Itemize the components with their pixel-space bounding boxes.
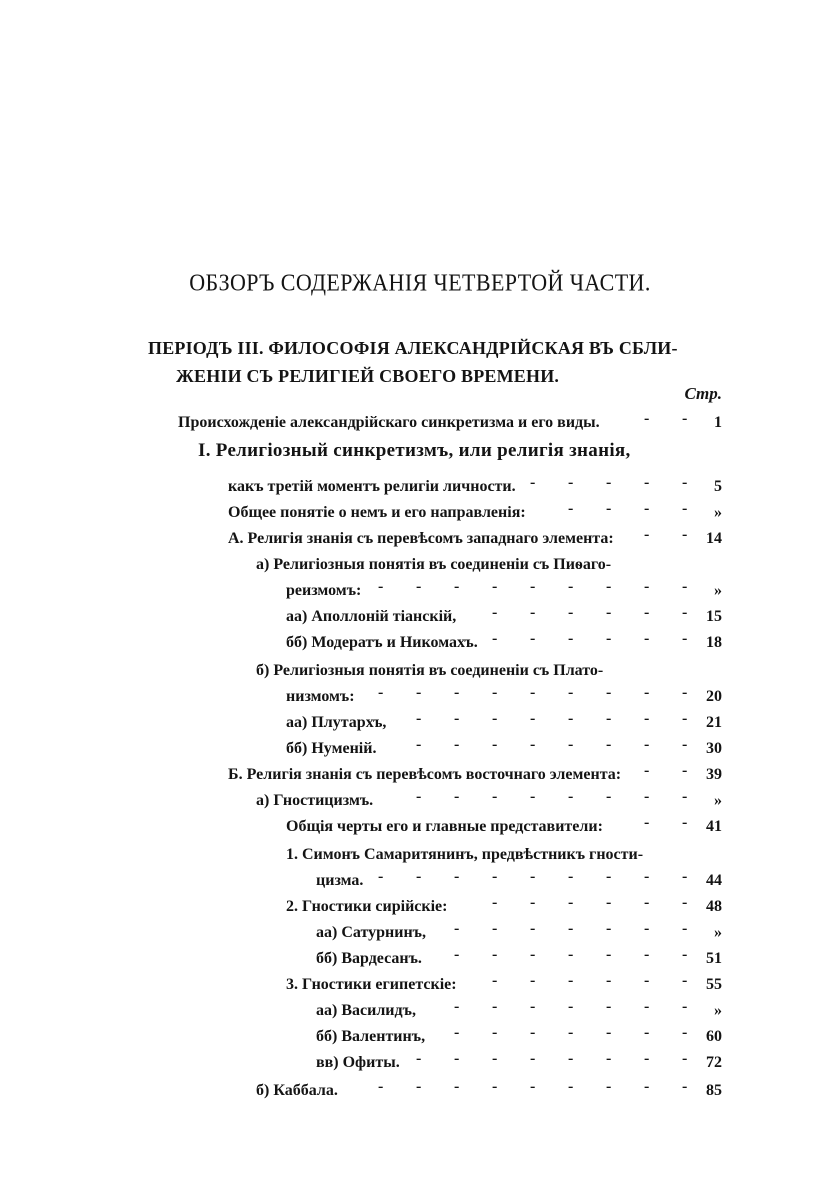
toc-entry-page: 21: [706, 714, 722, 731]
leader-dash: -: [492, 1050, 498, 1067]
toc-entry-page: 15: [706, 608, 722, 625]
leader-dash: -: [682, 1078, 688, 1095]
leader-dash: -: [606, 788, 612, 805]
leader-dash: -: [568, 1024, 574, 1041]
leader-dash: -: [568, 604, 574, 621]
leader-dash: -: [606, 604, 612, 621]
toc-entry-page: »: [714, 792, 722, 809]
leader-dash: -: [568, 1050, 574, 1067]
toc-entry-title: аа) Сатурнинъ,: [316, 924, 426, 941]
leader-dash: -: [606, 998, 612, 1015]
leader-dash: -: [682, 920, 688, 937]
leader-dash: -: [682, 972, 688, 989]
leader-dash: -: [530, 1078, 536, 1095]
toc-entry-page: 72: [706, 1054, 722, 1071]
toc-entry-title: реизмомъ:: [286, 582, 362, 599]
leader-dash: -: [606, 1050, 612, 1067]
leader-dash: -: [644, 526, 650, 543]
toc-entry-title: 2. Гностики сирійскіе:: [286, 898, 448, 915]
leader-dash: -: [682, 710, 688, 727]
leader-dash: -: [644, 946, 650, 963]
toc-entry-title: 1. Симонъ Самаритянинъ, предвѣстникъ гности-: [286, 846, 644, 863]
toc-entry: [286, 972, 722, 998]
leader-dash: -: [454, 1024, 460, 1041]
leader-dash: -: [606, 1078, 612, 1095]
leader-dash: -: [568, 710, 574, 727]
leader-dash: -: [644, 500, 650, 517]
leader-dash: -: [682, 788, 688, 805]
leader-dash: -: [454, 788, 460, 805]
leader-dash: -: [454, 684, 460, 701]
leader-dash: -: [530, 972, 536, 989]
leader-dash: -: [530, 684, 536, 701]
contents-heading: ОБЗОРЪ СОДЕРЖАНІЯ ЧЕТВЕРТОЙ ЧАСТИ.: [189, 268, 651, 296]
leader-dash: -: [492, 1024, 498, 1041]
toc-entry: [286, 842, 722, 868]
toc-entry: [286, 894, 722, 920]
toc-entry-page: »: [714, 582, 722, 599]
leader-dash: -: [644, 410, 650, 427]
leader-dash: -: [682, 736, 688, 753]
leader-dash: -: [606, 710, 612, 727]
toc-entry: [316, 998, 722, 1024]
leader-dash: -: [492, 710, 498, 727]
leader-dash: -: [530, 474, 536, 491]
leader-dash: -: [606, 946, 612, 963]
leader-dash: -: [606, 868, 612, 885]
leader-dash: -: [492, 578, 498, 595]
leader-dash: -: [644, 474, 650, 491]
leader-dash: -: [378, 578, 384, 595]
leader-dash: -: [454, 868, 460, 885]
leader-dash: -: [568, 630, 574, 647]
leader-dash: -: [606, 894, 612, 911]
leader-dash: -: [682, 762, 688, 779]
toc-entry-title: бб) Вардесанъ.: [316, 950, 422, 967]
leader-dash: -: [568, 998, 574, 1015]
leader-dash: -: [606, 500, 612, 517]
toc-entry-title: 3. Гностики египетскіе:: [286, 976, 457, 993]
leader-dash: -: [454, 578, 460, 595]
leader-dash: -: [606, 684, 612, 701]
leader-dash: -: [644, 1078, 650, 1095]
toc-entry-title: Общія черты его и главные представители:: [286, 818, 603, 835]
leader-dash: -: [682, 410, 688, 427]
leader-dash: -: [530, 630, 536, 647]
leader-dash: -: [454, 920, 460, 937]
leader-dash: -: [416, 578, 422, 595]
leader-dash: -: [492, 736, 498, 753]
leader-dash: -: [568, 788, 574, 805]
toc-entry-title: бб) Нуменій.: [286, 740, 377, 757]
leader-dash: -: [416, 684, 422, 701]
toc-entry-page: 14: [706, 530, 722, 547]
toc-entry: [316, 1024, 722, 1050]
leader-dash: -: [644, 1050, 650, 1067]
leader-dash: -: [644, 920, 650, 937]
period-title-line-1: ПЕРІОДЪ III. ФИЛОСОФІЯ АЛЕКСАНДРІЙСКАЯ ВЪ СБЛИ-: [148, 338, 678, 358]
toc-entry-title: Общее понятіе о немъ и его направленія:: [228, 504, 526, 521]
leader-dash: -: [454, 1078, 460, 1095]
leader-dash: -: [454, 710, 460, 727]
toc-entry-title: Происхожденіе александрійскаго синкретизма и его виды.: [178, 414, 600, 431]
leader-dash: -: [530, 894, 536, 911]
leader-dash: -: [682, 1024, 688, 1041]
leader-dash: -: [644, 604, 650, 621]
leader-dash: -: [492, 946, 498, 963]
leader-dash: -: [416, 710, 422, 727]
leader-dash: -: [644, 894, 650, 911]
toc-entry-page: 60: [706, 1028, 722, 1045]
toc-entry-title: б) Каббала.: [256, 1082, 338, 1099]
toc-entry-page: 18: [706, 634, 722, 651]
toc-entry: [256, 552, 722, 578]
toc-entry-page: 30: [706, 740, 722, 757]
leader-dash: -: [682, 998, 688, 1015]
toc-entry-page: 41: [706, 818, 722, 835]
toc-entry: [286, 736, 722, 762]
toc-entry: [178, 410, 722, 436]
leader-dash: -: [568, 972, 574, 989]
leader-dash: -: [644, 736, 650, 753]
toc-entry-page: »: [714, 924, 722, 941]
leader-dash: -: [416, 1078, 422, 1095]
toc-entry: [286, 814, 722, 840]
leader-dash: -: [530, 710, 536, 727]
leader-dash: -: [606, 736, 612, 753]
toc-entry-title: бб) Валентинъ,: [316, 1028, 426, 1045]
leader-dash: -: [644, 868, 650, 885]
toc-entry-page: 55: [706, 976, 722, 993]
toc-entry: [316, 868, 722, 894]
toc-entry-title: аа) Василидъ,: [316, 1002, 416, 1019]
leader-dash: -: [644, 998, 650, 1015]
leader-dash: -: [682, 946, 688, 963]
leader-dash: -: [492, 788, 498, 805]
toc-entry-page: 48: [706, 898, 722, 915]
leader-dash: -: [606, 578, 612, 595]
leader-dash: -: [492, 868, 498, 885]
toc-entry-page: 85: [706, 1082, 722, 1099]
toc-entry: [286, 578, 722, 604]
leader-dash: -: [492, 972, 498, 989]
toc-entry-title: цизма.: [316, 872, 364, 889]
leader-dash: -: [682, 868, 688, 885]
toc-entry-page: 20: [706, 688, 722, 705]
leader-dash: -: [682, 1050, 688, 1067]
toc-entry-title: аа) Аполлоній тіанскій,: [286, 608, 457, 625]
leader-dash: -: [492, 604, 498, 621]
leader-dash: -: [644, 684, 650, 701]
leader-dash: -: [606, 920, 612, 937]
toc-entry: [286, 630, 722, 656]
toc-entry-title: низмомъ:: [286, 688, 355, 705]
leader-dash: -: [454, 1050, 460, 1067]
toc-entry: [256, 788, 722, 814]
leader-dash: -: [682, 474, 688, 491]
toc-entry: [198, 438, 722, 464]
toc-entry-page: 1: [714, 414, 722, 431]
leader-dash: -: [568, 684, 574, 701]
leader-dash: -: [682, 630, 688, 647]
leader-dash: -: [416, 1050, 422, 1067]
leader-dash: -: [682, 814, 688, 831]
leader-dash: -: [492, 1078, 498, 1095]
leader-dash: -: [530, 868, 536, 885]
leader-dash: -: [644, 814, 650, 831]
leader-dash: -: [644, 630, 650, 647]
leader-dash: -: [606, 972, 612, 989]
leader-dash: -: [530, 946, 536, 963]
toc-entry: [286, 684, 722, 710]
leader-dash: -: [530, 1024, 536, 1041]
toc-entry-page: »: [714, 1002, 722, 1019]
toc-entry-title: А. Религія знанія съ перевѣсомъ западнаго элемента:: [228, 530, 614, 547]
leader-dash: -: [682, 604, 688, 621]
toc-entry: [256, 1078, 722, 1104]
toc-entry-title: Б. Религія знанія съ перевѣсомъ восточнаго элемента:: [228, 766, 622, 783]
toc-entry: [316, 920, 722, 946]
leader-dash: -: [454, 946, 460, 963]
leader-dash: -: [568, 578, 574, 595]
toc-entry-title: б) Религіозныя понятія въ соединеніи съ Плато-: [256, 662, 604, 679]
toc-entry: [316, 1050, 722, 1076]
toc-entry-page: 5: [714, 478, 722, 495]
leader-dash: -: [606, 630, 612, 647]
period-title-line-2: ЖЕНІИ СЪ РЕЛИГІЕЙ СВОЕГО ВРЕМЕНИ.: [176, 366, 560, 386]
toc-entry-page: 39: [706, 766, 722, 783]
toc-entry: [256, 658, 722, 684]
toc-entry-title: а) Религіозныя понятія въ соединеніи съ Пиѳаго-: [256, 556, 612, 573]
toc-entry-title: аа) Плутархъ,: [286, 714, 387, 731]
leader-dash: -: [568, 946, 574, 963]
leader-dash: -: [530, 604, 536, 621]
toc-entry-page: »: [714, 504, 722, 521]
leader-dash: -: [644, 710, 650, 727]
leader-dash: -: [416, 736, 422, 753]
leader-dash: -: [644, 788, 650, 805]
leader-dash: -: [530, 736, 536, 753]
leader-dash: -: [454, 998, 460, 1015]
toc-entry: [286, 710, 722, 736]
leader-dash: -: [378, 1078, 384, 1095]
toc-entry-title: а) Гностицизмъ.: [256, 792, 374, 809]
toc-entry-title: какъ третій моментъ религіи личности.: [228, 478, 516, 495]
leader-dash: -: [378, 684, 384, 701]
leader-dash: -: [682, 578, 688, 595]
toc-entry-page: 44: [706, 872, 722, 889]
leader-dash: -: [378, 868, 384, 885]
leader-dash: -: [492, 920, 498, 937]
leader-dash: -: [568, 868, 574, 885]
leader-dash: -: [492, 630, 498, 647]
leader-dash: -: [644, 762, 650, 779]
leader-dash: -: [682, 894, 688, 911]
leader-dash: -: [568, 474, 574, 491]
leader-dash: -: [568, 500, 574, 517]
toc-entry-page: 51: [706, 950, 722, 967]
leader-dash: -: [530, 788, 536, 805]
leader-dash: -: [530, 998, 536, 1015]
leader-dash: -: [530, 920, 536, 937]
page-column-label: Стр.: [684, 384, 722, 403]
leader-dash: -: [454, 736, 460, 753]
toc-entry: [286, 604, 722, 630]
leader-dash: -: [682, 526, 688, 543]
leader-dash: -: [644, 578, 650, 595]
leader-dash: -: [416, 868, 422, 885]
leader-dash: -: [644, 1024, 650, 1041]
leader-dash: -: [606, 474, 612, 491]
leader-dash: -: [530, 578, 536, 595]
leader-dash: -: [568, 894, 574, 911]
leader-dash: -: [530, 1050, 536, 1067]
leader-dash: -: [568, 736, 574, 753]
toc-entry: [316, 946, 722, 972]
leader-dash: -: [568, 920, 574, 937]
toc-entry-title: вв) Офиты.: [316, 1054, 400, 1071]
leader-dash: -: [492, 684, 498, 701]
leader-dash: -: [606, 1024, 612, 1041]
toc-entry-title: I. Религіозный синкретизмъ, или религія знанія,: [198, 440, 631, 461]
leader-dash: -: [682, 684, 688, 701]
toc-entry-title: бб) Модератъ и Никомахъ.: [286, 634, 478, 651]
leader-dash: -: [416, 788, 422, 805]
leader-dash: -: [492, 894, 498, 911]
leader-dash: -: [568, 1078, 574, 1095]
leader-dash: -: [682, 500, 688, 517]
leader-dash: -: [644, 972, 650, 989]
leader-dash: -: [492, 998, 498, 1015]
